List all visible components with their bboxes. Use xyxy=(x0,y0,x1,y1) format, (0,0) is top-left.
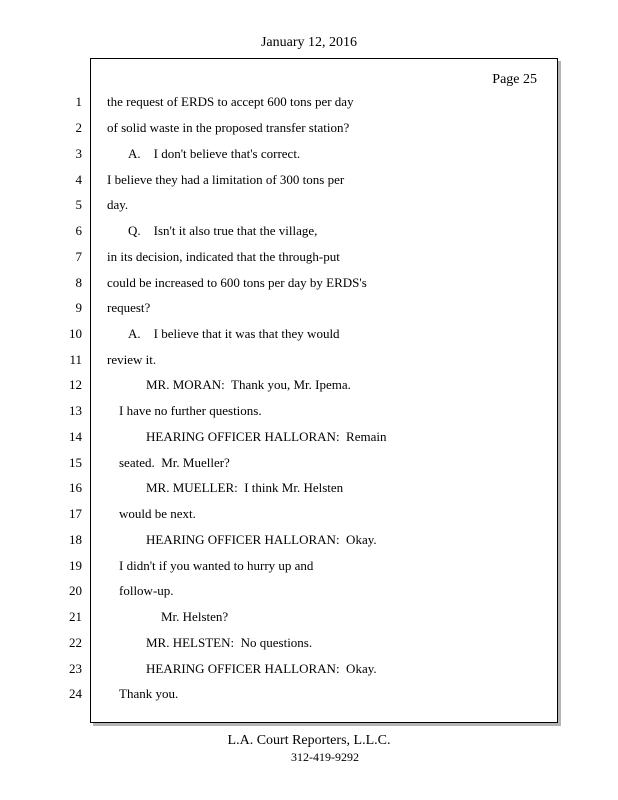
transcript-line: HEARING OFFICER HALLORAN: Remain xyxy=(146,429,387,444)
line-number: 22 xyxy=(69,635,82,650)
line-number: 13 xyxy=(69,403,82,418)
page-number: Page 25 xyxy=(492,72,537,87)
transcript-line: MR. HELSTEN: No questions. xyxy=(146,635,313,650)
transcript-line: of solid waste in the proposed transfer station? xyxy=(107,120,350,135)
transcript-line: HEARING OFFICER HALLORAN: Okay. xyxy=(146,661,377,676)
line-number: 8 xyxy=(75,275,82,290)
transcript-line: Q. Isn't it also true that the village, xyxy=(128,223,318,238)
transcript-line: day. xyxy=(107,197,129,212)
line-number: 21 xyxy=(69,609,82,624)
line-number: 15 xyxy=(69,455,82,470)
line-number: 14 xyxy=(69,429,82,444)
transcript-line: seated. Mr. Mueller? xyxy=(119,455,230,470)
line-number: 18 xyxy=(69,532,82,547)
line-number: 6 xyxy=(75,223,82,238)
line-number: 1 xyxy=(75,94,82,109)
line-number: 9 xyxy=(75,300,82,315)
transcript-line: Mr. Helsten? xyxy=(161,609,229,624)
line-number: 17 xyxy=(69,506,82,521)
transcript-line: MR. MUELLER: I think Mr. Helsten xyxy=(146,480,344,495)
transcript-line: request? xyxy=(107,300,151,315)
line-number: 3 xyxy=(75,146,82,161)
line-number: 10 xyxy=(69,326,82,341)
line-number: 4 xyxy=(75,172,82,187)
line-number: 23 xyxy=(69,661,82,676)
transcript-line: the request of ERDS to accept 600 tons per day xyxy=(107,94,354,109)
line-number: 2 xyxy=(75,120,82,135)
line-number: 7 xyxy=(75,249,82,264)
transcript-line: I believe they had a limitation of 300 tons per xyxy=(107,172,345,187)
transcript-line: would be next. xyxy=(119,506,196,521)
footer-phone: 312-419-9292 xyxy=(291,750,359,764)
line-number: 11 xyxy=(69,352,82,367)
transcript-line: MR. MORAN: Thank you, Mr. Ipema. xyxy=(146,377,351,392)
transcript-line: A. I believe that it was that they would xyxy=(128,326,340,341)
transcript-line: HEARING OFFICER HALLORAN: Okay. xyxy=(146,532,377,547)
transcript-line: could be increased to 600 tons per day by ERDS's xyxy=(107,275,367,290)
header-date: January 12, 2016 xyxy=(260,35,358,50)
line-number: 19 xyxy=(69,558,82,573)
line-number: 20 xyxy=(69,583,82,598)
line-number: 24 xyxy=(69,686,82,701)
line-number: 16 xyxy=(69,480,82,495)
transcript-line: A. I don't believe that's correct. xyxy=(128,146,301,161)
transcript-line: I have no further questions. xyxy=(119,403,262,418)
line-number: 12 xyxy=(69,377,82,392)
transcript-line: in its decision, indicated that the through-put xyxy=(107,249,340,264)
transcript-line: Thank you. xyxy=(119,686,179,701)
transcript-line: I didn't if you wanted to hurry up and xyxy=(119,558,314,573)
line-number: 5 xyxy=(75,197,82,212)
transcript-line: follow-up. xyxy=(119,583,174,598)
transcript-line: review it. xyxy=(107,352,157,367)
footer-company: L.A. Court Reporters, L.L.C. xyxy=(227,733,391,748)
